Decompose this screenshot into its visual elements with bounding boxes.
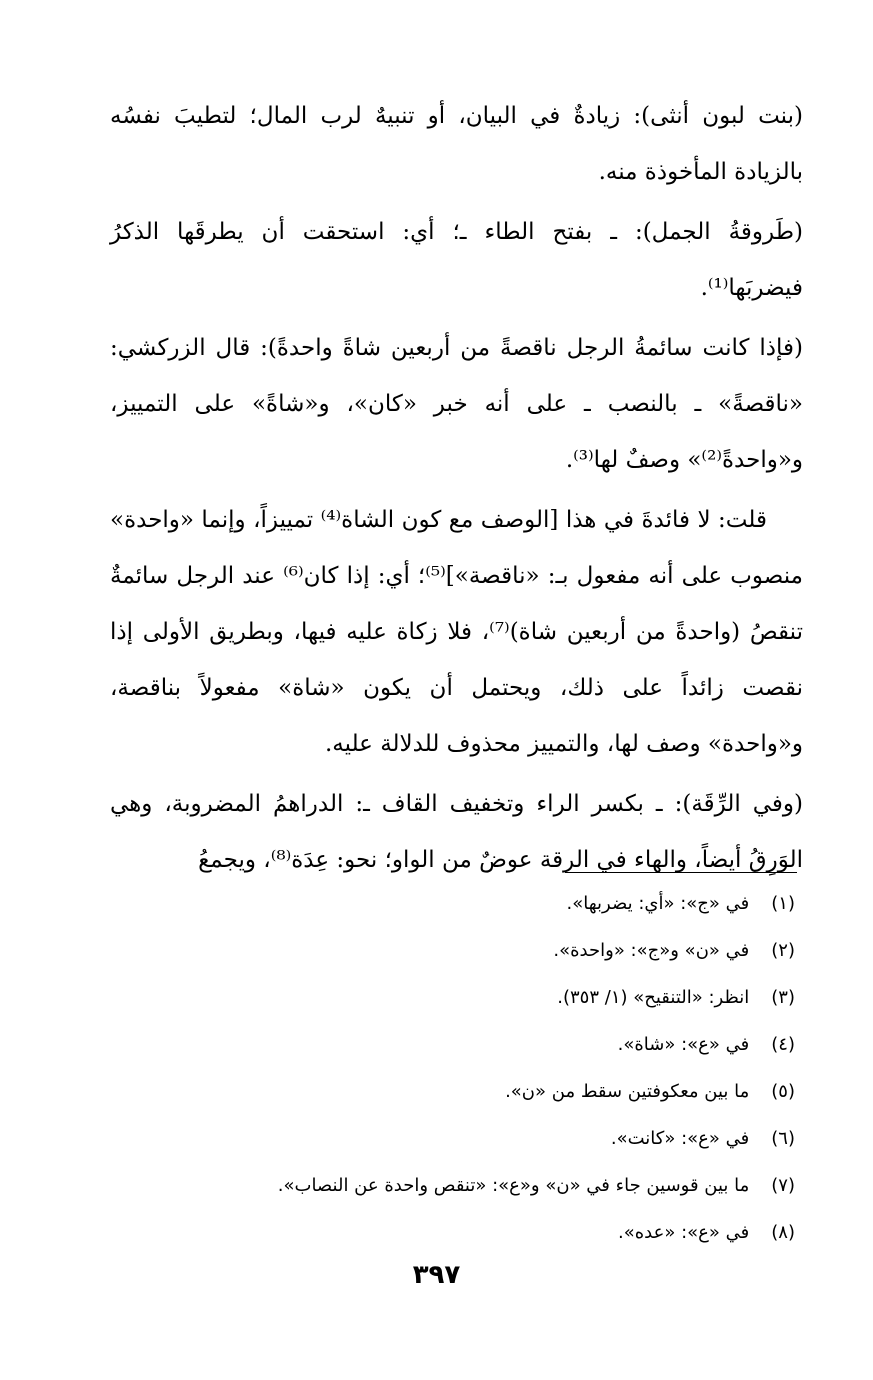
footnote	[110, 1073, 795, 1120]
paragraph-qultu: قلت: لا فائدةَ في هذا [الوصف مع كون الشاة⁽⁴⁾ تمييزاً، وإنما «واحدة» منصوب على أنه مفعول بـ: «ناقصة»]⁽⁵⁾؛ أي: إذا كان⁽⁶⁾ عند الرجل سائمةٌ تنقصُ (واحدةً من أربعين شاة)⁽⁷⁾، فلا زكاة عليه فيها، وبطريق الأولى إذا نقصت زائداً على ذلك، ويحتمل أن يكون «شاة» مفعولاً بناقصة، و«واحدة» وصف لها، والتمييز محذوف للدلالة عليه.	[110, 507, 804, 757]
paragraph-bint-labun: (بنت لبون أنثى): زيادةٌ في البيان، أو تنبيهٌ لرب المال؛ لتطيبَ نفسُه بالزيادة المأخوذة منه.	[110, 103, 803, 185]
footnote-number: (٨)	[771, 1222, 795, 1243]
footnote-text: في «ع»: «عده».	[618, 1222, 750, 1243]
footnote-text: في «ع»: «كانت».	[610, 1128, 750, 1149]
page-number: ٣٩٧	[412, 1260, 461, 1290]
footnote	[110, 1214, 795, 1261]
footnote	[110, 932, 795, 979]
footnote	[110, 1120, 795, 1167]
footnote-text: في «ع»: «شاة».	[617, 1034, 750, 1055]
footnote-text: انظر: «التنقيح» (١/ ٣٥٣).	[557, 987, 750, 1008]
footnote	[110, 1167, 795, 1214]
footnote-text: ما بين قوسين جاء في «ن» و«ع»: «تنقص واحدة عن النصاب».	[277, 1175, 750, 1196]
paragraph-saimat-al-rajul: (فإذا كانت سائمةُ الرجل ناقصةً من أربعين شاةً واحدةً): قال الزركشي: «ناقصةً» ـ بالنصب ـ على أنه خبر «كان»، و«شاةً» على التمييز، و«واحدةً⁽²⁾» وصفٌ لها⁽³⁾.	[110, 335, 803, 473]
paragraph-al-riqqa: (وفي الرِّقَة): ـ بكسر الراء وتخفيف القاف ـ: الدراهمُ المضروبة، وهي الوَرِقُ أيضاً، والهاء في الرقة عوضٌ من الواو؛ نحو: عِدَة⁽⁸⁾، ويجمعُ	[110, 791, 803, 873]
footnote	[110, 885, 795, 932]
paragraph-taruqat-al-jamal: (طَروقةُ الجمل): ـ بفتح الطاء ـ؛ أي: استحقت أن يطرقَها الذكرُ فيضربَها⁽¹⁾.	[110, 219, 803, 301]
footnote-number: (١)	[771, 893, 795, 914]
footnote-separator	[565, 872, 797, 873]
footnotes	[110, 885, 795, 1261]
footnote	[110, 979, 795, 1026]
footnote-number: (٢)	[771, 940, 795, 961]
footnote-text: في «ج»: «أي: يضربها».	[566, 893, 750, 914]
footnote-number: (٥)	[771, 1081, 795, 1102]
footnote	[110, 1026, 795, 1073]
footnote-number: (٧)	[771, 1175, 795, 1196]
main-text	[110, 88, 803, 892]
footnote-number: (٤)	[771, 1034, 795, 1055]
footnote-text: ما بين معكوفتين سقط من «ن».	[505, 1081, 750, 1102]
footnote-text: في «ن» و«ج»: «واحدة».	[553, 940, 750, 961]
footnote-number: (٦)	[771, 1128, 795, 1149]
footnote-number: (٣)	[771, 987, 795, 1008]
